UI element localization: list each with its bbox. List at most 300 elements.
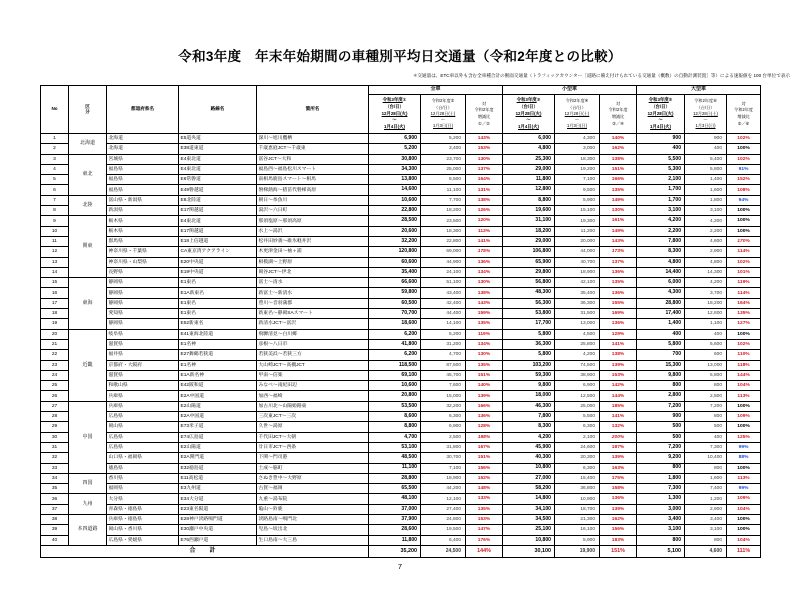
title-note: ＊交通量は、ETC車以外も含む全車種合計の断面交通量（トラフィックカウンター［道路に備え付けられている交通量（概数）の自動計測装置］等）による速報値を 100 台単位で表示 [412, 73, 790, 78]
cell-route: E1名神 [179, 360, 257, 370]
cell-region: 北陸 [69, 195, 107, 216]
cell-place: 淡路島南〜鳴門北 [257, 514, 369, 524]
cell-small-previous: 18,900 [555, 267, 600, 277]
cell-large-current: 9,800 [637, 370, 685, 380]
cell-large-ratio: 100% [727, 206, 761, 216]
cell-prefecture: 栃木県 [107, 226, 179, 236]
table-row [41, 473, 761, 483]
cell-route: CA東京湾アクアライン [179, 247, 257, 257]
cell-place: 加古川北〜山陽姫路東 [257, 401, 369, 411]
cell-all-previous: 31,800 [421, 442, 466, 452]
cell-all-current: 8,600 [369, 412, 421, 422]
cell-small-ratio: 169% [600, 309, 637, 319]
cell-small-ratio: 156% [600, 525, 637, 535]
cell-prefecture: 長野県 [107, 267, 179, 277]
cell-large-previous: 1,200 [685, 494, 727, 504]
cell-small-current: 11,800 [503, 175, 555, 185]
cell-place: 相模湖〜上野原 [257, 257, 369, 267]
cell-no: 34 [41, 473, 69, 483]
cell-region: 近畿 [69, 329, 107, 401]
cell-no: 20 [41, 329, 69, 339]
cell-small-previous: 18,700 [555, 504, 600, 514]
cell-small-current: 8,800 [503, 195, 555, 205]
cell-all-current: 48,500 [369, 453, 421, 463]
cell-small-current: 5,800 [503, 350, 555, 360]
cell-all-ratio: 135% [466, 504, 503, 514]
cell-all-previous: 30,700 [421, 453, 466, 463]
cell-small-ratio: 161% [600, 216, 637, 226]
cell-large-ratio: 100% [727, 514, 761, 524]
cell-all-ratio: 188% [466, 432, 503, 442]
cell-route: E23東名阪道 [179, 504, 257, 514]
cell-route: E38道東道 [179, 144, 257, 154]
cell-route: E41東海北陸道 [179, 329, 257, 339]
cell-all-current: 59,800 [369, 288, 421, 298]
cell-large-previous: 4,200 [685, 216, 727, 226]
table-row [41, 494, 761, 504]
cell-small-previous: 6,300 [555, 422, 600, 432]
cell-small-previous: 5,900 [555, 195, 600, 205]
cell-route: E1A新名神 [179, 370, 257, 380]
cell-large-previous: 800 [685, 381, 727, 391]
cell-large-ratio: 164% [727, 298, 761, 308]
cell-large-current: 1,300 [637, 494, 685, 504]
cell-route: E27舞鶴若狭道 [179, 350, 257, 360]
cell-total-all-previous: 24,500 [421, 545, 466, 557]
cell-place: 水上〜湯沢 [257, 226, 369, 236]
table-row [41, 432, 761, 442]
table-row [41, 216, 761, 226]
cell-large-previous: 2,200 [685, 226, 727, 236]
cell-all-current: 69,100 [369, 370, 421, 380]
table-row [41, 360, 761, 370]
cell-no: 36 [41, 494, 69, 504]
cell-large-current: 4,800 [637, 257, 685, 267]
table-row [41, 226, 761, 236]
table-row [41, 401, 761, 411]
cell-all-ratio: 148% [466, 484, 503, 494]
cell-all-ratio: 156% [466, 463, 503, 473]
table-row [41, 144, 761, 154]
cell-all-previous: 3,400 [421, 144, 466, 154]
cell-place: 飛騨清見〜白川郷 [257, 329, 369, 339]
cell-small-previous: 12,500 [555, 391, 600, 401]
cell-small-ratio: 143% [600, 236, 637, 246]
cell-all-current: 32,200 [369, 236, 421, 246]
cell-place: 南相馬鹿島スマート〜相馬 [257, 175, 369, 185]
cell-large-ratio: 118% [727, 360, 761, 370]
cell-large-ratio: 108% [727, 185, 761, 195]
cell-no: 4 [41, 164, 69, 174]
cell-large-ratio: 100% [727, 401, 761, 411]
cell-small-previous: 31,500 [555, 309, 600, 319]
cell-small-previous: 2,100 [555, 432, 600, 442]
table-row [41, 381, 761, 391]
cell-prefecture: 福島県 [107, 185, 179, 195]
cell-place: 富谷JCT〜大和 [257, 154, 369, 164]
cell-large-ratio: 102% [727, 134, 761, 144]
cell-large-previous: 7,200 [685, 401, 727, 411]
cell-no: 26 [41, 391, 69, 401]
cell-no: 29 [41, 422, 69, 432]
col-header-group-small: 小型車 [503, 86, 637, 95]
cell-no: 32 [41, 453, 69, 463]
cell-prefecture: 福岡県 [107, 484, 179, 494]
cell-small-ratio: 162% [600, 514, 637, 524]
cell-small-ratio: 138% [600, 350, 637, 360]
table-row [41, 267, 761, 277]
cell-region: 北海道 [69, 134, 107, 155]
table-row [41, 206, 761, 216]
cell-no: 37 [41, 504, 69, 514]
cell-all-ratio: 113% [466, 226, 503, 236]
cell-no: 33 [41, 463, 69, 473]
cell-large-ratio: 119% [727, 278, 761, 288]
cell-prefecture: 静岡県 [107, 319, 179, 329]
cell-prefecture: 神奈川県・千葉県 [107, 247, 179, 257]
cell-all-previous: 7,100 [421, 463, 466, 473]
cell-small-ratio: 166% [600, 175, 637, 185]
cell-all-previous: 87,500 [421, 360, 466, 370]
cell-prefecture: 静岡県 [107, 288, 179, 298]
cell-small-ratio: 149% [600, 226, 637, 236]
cell-large-previous: 800 [685, 535, 727, 545]
cell-no: 38 [41, 514, 69, 524]
cell-prefecture: 京都府・大阪府 [107, 360, 179, 370]
cell-all-ratio: 140% [466, 381, 503, 391]
cell-no: 17 [41, 298, 69, 308]
cell-prefecture: 神奈川県・山梨県 [107, 257, 179, 267]
cell-all-ratio: 151% [466, 453, 503, 463]
cell-all-previous: 23,700 [421, 154, 466, 164]
cell-small-ratio: 136% [600, 494, 637, 504]
cell-all-ratio: 134% [466, 267, 503, 277]
table-row [41, 236, 761, 246]
cell-prefecture: 岡山県 [107, 422, 179, 432]
cell-all-previous: 4,700 [421, 350, 466, 360]
cell-all-previous: 31,200 [421, 339, 466, 349]
cell-all-ratio: 135% [466, 319, 503, 329]
cell-small-current: 34,500 [503, 514, 555, 524]
cell-large-ratio: 144% [727, 370, 761, 380]
cell-prefecture: 兵庫県 [107, 391, 179, 401]
cell-small-previous: 6,300 [555, 463, 600, 473]
cell-route: E8北陸道 [179, 195, 257, 205]
col-header-all-previous: 令和2年度② （台/日） 12月28日(土) 〜 1月3日(日) [421, 95, 466, 134]
cell-prefecture: 愛知県 [107, 309, 179, 319]
cell-all-previous: 18,200 [421, 206, 466, 216]
cell-total-small-previous: 19,900 [555, 545, 600, 557]
cell-all-previous: 18,300 [421, 226, 466, 236]
cell-large-previous: 1,400 [685, 175, 727, 185]
cell-all-previous: 32,200 [421, 401, 466, 411]
cell-no: 35 [41, 484, 69, 494]
cell-total-all-ratio: 144% [466, 545, 503, 557]
cell-small-ratio: 140% [600, 134, 637, 144]
cell-large-ratio: 109% [727, 412, 761, 422]
cell-small-ratio: 153% [600, 370, 637, 380]
cell-large-previous: 2,900 [685, 504, 727, 514]
cell-large-ratio: 113% [727, 391, 761, 401]
cell-region: 中国 [69, 401, 107, 473]
cell-small-current: 25,300 [503, 154, 555, 164]
cell-large-previous: 500 [685, 422, 727, 432]
cell-large-ratio: 102% [727, 154, 761, 164]
cell-all-previous: 45,700 [421, 370, 466, 380]
cell-small-ratio: 135% [600, 185, 637, 195]
cell-large-previous: 14,300 [685, 267, 727, 277]
cell-all-ratio: 166% [466, 401, 503, 411]
cell-large-ratio: 100% [727, 422, 761, 432]
col-header-section [69, 86, 107, 134]
cell-large-ratio: 100% [727, 329, 761, 339]
cell-all-ratio: 176% [466, 535, 503, 545]
table-body [41, 134, 761, 558]
cell-prefecture: 福島県 [107, 175, 179, 185]
cell-all-previous: 24,800 [421, 514, 466, 524]
cell-region: 九州 [69, 494, 107, 515]
cell-small-current: 12,800 [503, 185, 555, 195]
cell-place: 加西〜福崎 [257, 391, 369, 401]
col-header-large-previous: 令和2年度⑥ （台/日） 12月28日(土) 〜 1月3日(日) [685, 95, 727, 134]
cell-all-previous: 18,900 [421, 473, 466, 483]
cell-large-current: 7,800 [637, 236, 685, 246]
cell-all-current: 53,100 [369, 442, 421, 452]
cell-route: E1名神 [179, 339, 257, 349]
cell-prefecture: 岡山県・香川県 [107, 525, 179, 535]
cell-small-previous: 40,700 [555, 257, 600, 267]
cell-no: 10 [41, 226, 69, 236]
cell-large-ratio: 101% [727, 267, 761, 277]
cell-large-ratio: 100% [727, 525, 761, 535]
cell-all-ratio: 137% [466, 164, 503, 174]
cell-large-ratio: 88% [727, 453, 761, 463]
cell-large-current: 500 [637, 432, 685, 442]
col-header-small-current: 令和3年度③ （台/日） 12月28日(火) 〜 1月4日(火) [503, 95, 555, 134]
cell-all-previous: 7,600 [421, 381, 466, 391]
cell-prefecture: 静岡県 [107, 298, 179, 308]
cell-small-current: 6,000 [503, 134, 555, 144]
cell-no: 30 [41, 432, 69, 442]
cell-route: E1A新東名 [179, 288, 257, 298]
cell-large-ratio: 127% [727, 319, 761, 329]
cell-place: 大山崎JCT〜高槻JCT [257, 360, 369, 370]
cell-large-ratio: 100% [727, 144, 761, 154]
cell-small-current: 40,300 [503, 453, 555, 463]
table-row [41, 391, 761, 401]
cell-all-ratio: 120% [466, 216, 503, 226]
cell-no: 7 [41, 195, 69, 205]
cell-large-current: 5,500 [637, 154, 685, 164]
table-row [41, 319, 761, 329]
cell-small-previous: 10,900 [555, 494, 600, 504]
cell-no: 22 [41, 350, 69, 360]
cell-route: E32徳島道 [179, 463, 257, 473]
cell-place: 廿日市JCT〜西条 [257, 442, 369, 452]
cell-small-previous: 5,500 [555, 412, 600, 422]
cell-no: 21 [41, 339, 69, 349]
cell-route: E2A関門道 [179, 453, 257, 463]
cell-all-current: 70,700 [369, 309, 421, 319]
cell-large-current: 14,400 [637, 267, 685, 277]
cell-small-current: 5,800 [503, 329, 555, 339]
cell-all-previous: 69,000 [421, 247, 466, 257]
cell-all-ratio: 153% [466, 144, 503, 154]
cell-small-current: 65,900 [503, 257, 555, 267]
cell-prefecture: 徳島県 [107, 463, 179, 473]
cell-small-previous: 4,300 [555, 134, 600, 144]
cell-large-previous: 800 [685, 412, 727, 422]
cell-large-current: 400 [637, 144, 685, 154]
cell-no: 23 [41, 360, 69, 370]
cell-large-previous: 6,800 [685, 370, 727, 380]
cell-large-ratio: 100% [727, 226, 761, 236]
cell-small-current: 29,800 [503, 267, 555, 277]
cell-total-all-current: 35,200 [369, 545, 421, 557]
cell-prefecture: 福島県 [107, 164, 179, 174]
cell-no: 28 [41, 412, 69, 422]
cell-small-ratio: 130% [600, 206, 637, 216]
col-header-group-large: 大型車 [637, 86, 761, 95]
cell-route: E4東北道 [179, 164, 257, 174]
cell-all-current: 30,800 [369, 154, 421, 164]
cell-place: 福島西〜福島松川スマート [257, 164, 369, 174]
cell-small-ratio: 132% [600, 422, 637, 432]
cell-place: 古賀〜福岡 [257, 484, 369, 494]
cell-large-ratio: 104% [727, 381, 761, 391]
cell-large-current: 1,700 [637, 195, 685, 205]
cell-small-current: 46,300 [503, 401, 555, 411]
cell-small-current: 4,800 [503, 144, 555, 154]
cell-large-ratio: 113% [727, 473, 761, 483]
cell-total-large-previous: 4,600 [685, 545, 727, 557]
cell-large-ratio: 94% [727, 195, 761, 205]
cell-all-ratio: 152% [466, 473, 503, 483]
table-row [41, 175, 761, 185]
cell-route: E17関越道 [179, 226, 257, 236]
cell-small-current: 58,200 [503, 484, 555, 494]
cell-route: E4東北道 [179, 216, 257, 226]
cell-small-ratio: 129% [600, 329, 637, 339]
cell-place: 土成〜脇町 [257, 463, 369, 473]
table-row [41, 442, 761, 452]
cell-prefecture: 広島県 [107, 432, 179, 442]
cell-large-ratio: 100% [727, 216, 761, 226]
cell-large-current: 4,200 [637, 216, 685, 226]
cell-large-current: 7,300 [637, 484, 685, 494]
cell-small-previous: 19,200 [555, 164, 600, 174]
col-header-section-l1: 区 [85, 103, 90, 109]
cell-place: 久世〜湯原 [257, 422, 369, 432]
cell-route: E49磐越道 [179, 185, 257, 195]
cell-large-current: 8,300 [637, 247, 685, 257]
cell-small-previous: 4,500 [555, 329, 600, 339]
cell-all-current: 10,600 [369, 381, 421, 391]
cell-all-current: 6,200 [369, 329, 421, 339]
cell-small-ratio: 136% [600, 288, 637, 298]
cell-place: 千歳恵庭JCT〜千歳東 [257, 144, 369, 154]
cell-place: 豊川〜音羽蒲郡 [257, 298, 369, 308]
cell-all-current: 13,800 [369, 175, 421, 185]
cell-route: E2A中国道 [179, 412, 257, 422]
cell-total-large-ratio: 111% [727, 545, 761, 557]
cell-route: E11高松道 [179, 473, 257, 483]
cell-place: 児島〜坂出北 [257, 525, 369, 535]
cell-place: さぬき豊中〜大野原 [257, 473, 369, 483]
cell-large-previous: 5,400 [685, 154, 727, 164]
cell-prefecture: 富山県・新潟県 [107, 195, 179, 205]
cell-all-ratio: 136% [466, 412, 503, 422]
cell-all-current: 66,600 [369, 278, 421, 288]
cell-all-current: 8,800 [369, 422, 421, 432]
cell-all-current: 60,600 [369, 257, 421, 267]
cell-all-previous: 25,000 [421, 164, 466, 174]
table-row [41, 412, 761, 422]
cell-no: 19 [41, 319, 69, 329]
cell-large-ratio: 152% [727, 175, 761, 185]
cell-prefecture: 滋賀県 [107, 339, 179, 349]
cell-small-current: 19,600 [503, 206, 555, 216]
table-row [41, 185, 761, 195]
cell-large-previous: 3,700 [685, 288, 727, 298]
cell-all-current: 34,300 [369, 164, 421, 174]
cell-no: 5 [41, 175, 69, 185]
cell-all-current: 41,800 [369, 339, 421, 349]
cell-all-ratio: 128% [466, 422, 503, 432]
cell-small-previous: 21,300 [555, 514, 600, 524]
cell-no: 6 [41, 185, 69, 195]
cell-small-previous: 7,100 [555, 175, 600, 185]
cell-large-ratio: 102% [727, 339, 761, 349]
cell-route: E30瀬戸中央道 [179, 525, 257, 535]
cell-small-ratio: 139% [600, 360, 637, 370]
cell-all-previous: 15,000 [421, 391, 466, 401]
cell-small-current: 34,100 [503, 504, 555, 514]
cell-prefecture: 広島県 [107, 412, 179, 422]
cell-small-current: 36,300 [503, 339, 555, 349]
cell-route: E73米子道 [179, 422, 257, 432]
cell-large-current: 17,400 [637, 309, 685, 319]
cell-prefecture: 広島県・愛媛県 [107, 535, 179, 545]
cell-route: E34大分道 [179, 494, 257, 504]
cell-large-previous: 800 [685, 463, 727, 473]
col-header-prefecture: 都道府県名 [107, 86, 179, 134]
cell-large-previous: 2,500 [685, 391, 727, 401]
cell-place: 朝日〜糸魚川 [257, 195, 369, 205]
cell-small-current: 106,800 [503, 247, 555, 257]
cell-all-current: 20,600 [369, 226, 421, 236]
cell-all-ratio: 159% [466, 309, 503, 319]
cell-small-ratio: 158% [600, 484, 637, 494]
document-page [0, 45, 800, 611]
table-total-row [41, 545, 761, 557]
cell-route: E76西瀬戸道 [179, 535, 257, 545]
cell-place: 千代田JCT〜大朝 [257, 432, 369, 442]
cell-all-previous: 11,100 [421, 185, 466, 195]
cell-small-ratio: 137% [600, 257, 637, 267]
cell-all-previous: 7,700 [421, 195, 466, 205]
cell-small-ratio: 200% [600, 432, 637, 442]
cell-large-current: 5,300 [637, 164, 685, 174]
cell-all-previous: 14,100 [421, 319, 466, 329]
cell-all-previous: 44,900 [421, 257, 466, 267]
cell-place: 湯沢〜六日町 [257, 206, 369, 216]
cell-large-current: 3,100 [637, 525, 685, 535]
cell-small-current: 56,800 [503, 278, 555, 288]
cell-large-current: 900 [637, 412, 685, 422]
cell-no: 11 [41, 236, 69, 246]
cell-all-ratio: 134% [466, 339, 503, 349]
